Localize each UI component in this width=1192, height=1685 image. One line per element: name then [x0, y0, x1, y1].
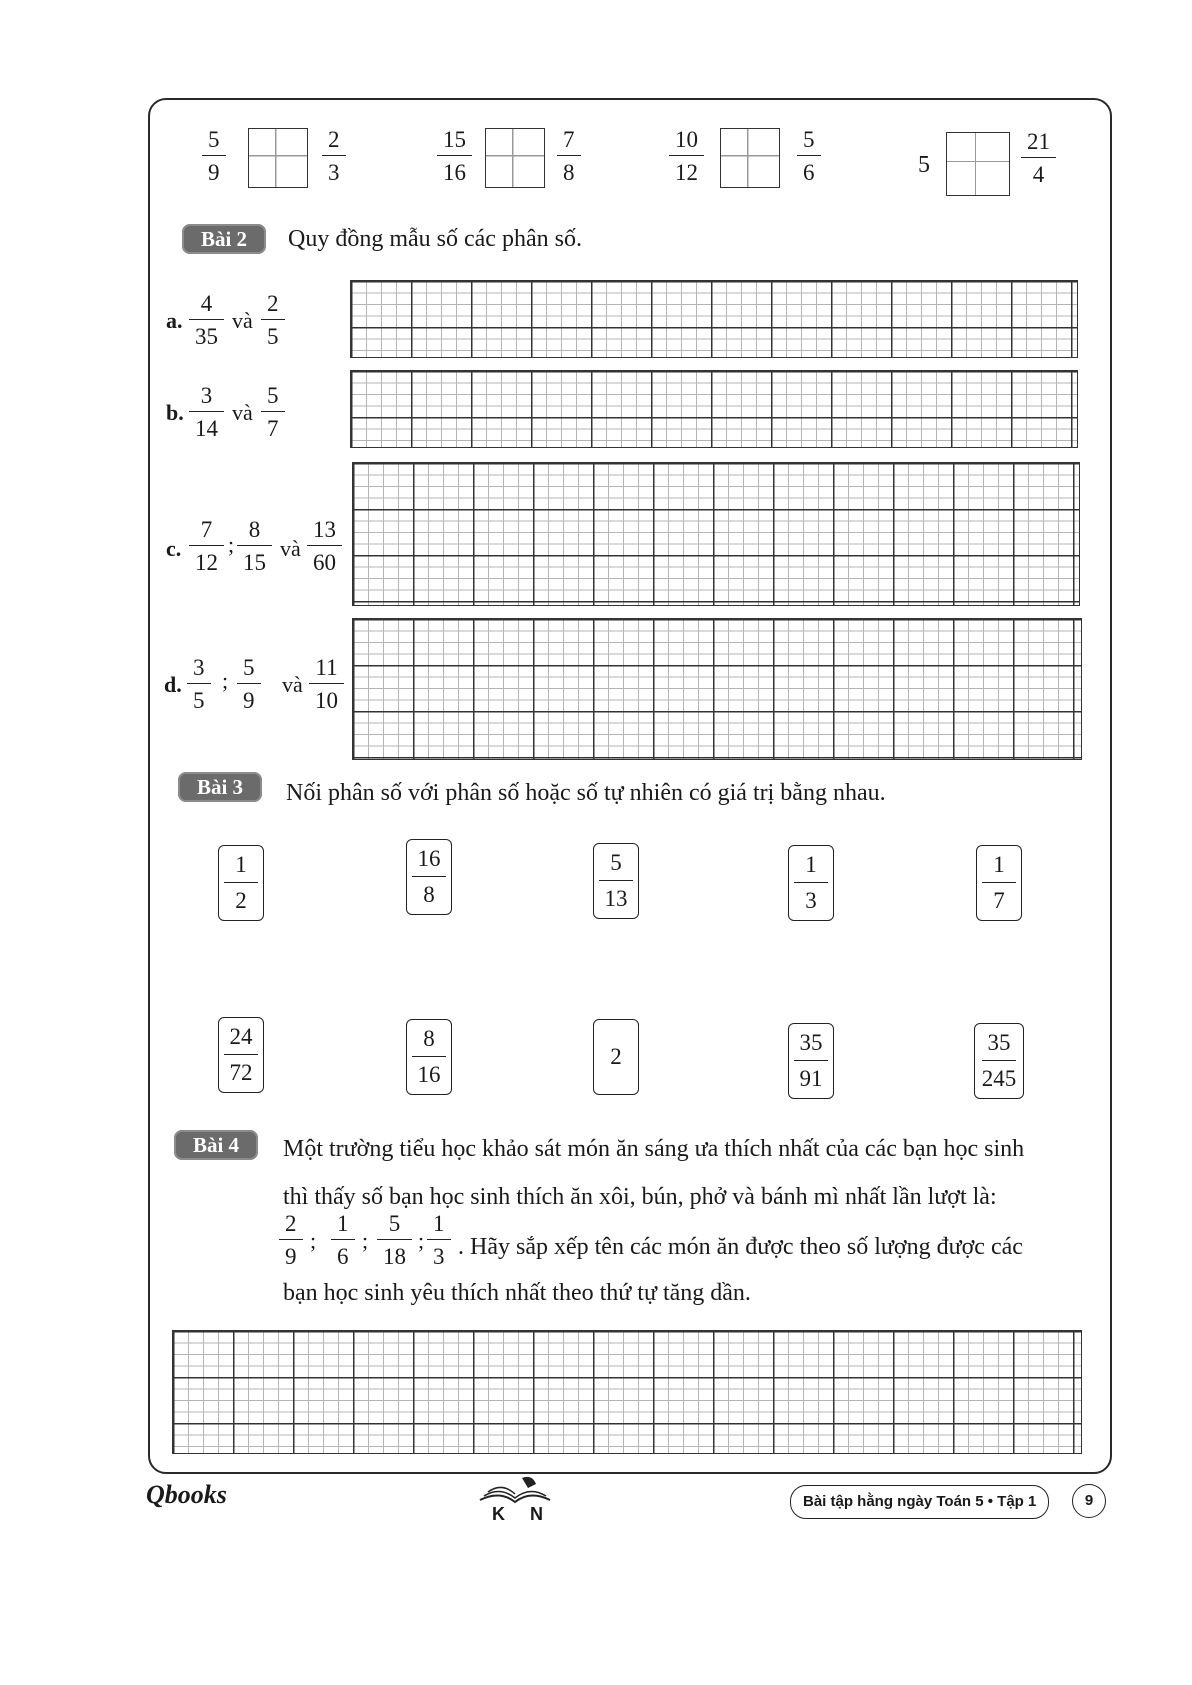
compare-4-left-whole: 5 [918, 152, 930, 178]
compare-4-right: $\frac{21}{4}$ [1024, 130, 1053, 186]
bai2-a-fraction-1: $\frac{4}{35}$ [192, 292, 221, 348]
compare-3-answer-box[interactable] [720, 128, 780, 188]
bai2-d-sep: ; [222, 668, 229, 693]
bai2-d-conj: và [282, 672, 303, 697]
bai3-bottom-card[interactable]: 8 16 [406, 1019, 452, 1095]
bai2-c-conj: và [280, 536, 301, 561]
bai4-line-3: . Hãy sắp xếp tên các món ăn được theo số lượng được các [458, 1234, 1023, 1260]
bai4-fraction: $\frac{5}{18}$ [380, 1212, 409, 1268]
kn-logo [470, 1470, 560, 1526]
bai4-line-1: Một trường tiểu học khảo sát món ăn sáng ưa thích nhất của các bạn học sinh [283, 1136, 1025, 1162]
bai2-d-fraction-1: $\frac{3}{5}$ [190, 656, 208, 712]
bai4-sep: ; [362, 1228, 369, 1253]
kn-logo-text: K N [492, 1504, 553, 1524]
bai3-bottom-card[interactable]: 35 91 [788, 1023, 834, 1099]
compare-1-left: $\frac{5}{9}$ [205, 128, 223, 184]
bai3-instruction: Nối phân số với phân số hoặc số tự nhiên có giá trị bằng nhau. [286, 780, 886, 806]
bai2-badge: Bài 2 [182, 224, 266, 254]
compare-1-right: $\frac{2}{3}$ [325, 128, 343, 184]
qbooks-logo: Qbooks [146, 1480, 227, 1509]
bai3-bottom-card[interactable]: 2 [593, 1019, 639, 1095]
bai4-work-grid[interactable] [172, 1330, 1082, 1454]
page-number: 9 [1072, 1484, 1106, 1518]
bai3-bottom-card[interactable]: 24 72 [218, 1017, 264, 1093]
compare-3-right: $\frac{5}{6}$ [800, 128, 818, 184]
compare-2-left: $\frac{15}{16}$ [440, 128, 469, 184]
bai3-badge: Bài 3 [178, 772, 262, 802]
bai3-top-card[interactable]: 5 13 [593, 843, 639, 919]
bai2-c-fraction-1: $\frac{7}{12}$ [192, 518, 221, 574]
bai2-b-fraction-2: $\frac{5}{7}$ [264, 384, 282, 440]
bai3-top-card[interactable]: 1 2 [218, 845, 264, 921]
book-title: Bài tập hằng ngày Toán 5 • Tập 1 [790, 1485, 1049, 1519]
bai4-sep: ; [418, 1228, 425, 1253]
bai2-a-conj: và [232, 308, 253, 333]
bai3-top-card[interactable]: 16 8 [406, 839, 452, 915]
bai2-c-work-grid[interactable] [352, 462, 1080, 606]
bai4-fraction: $\frac{2}{9}$ [282, 1212, 300, 1268]
compare-2-answer-box[interactable] [485, 128, 545, 188]
bai2-b-fraction-1: $\frac{3}{14}$ [192, 384, 221, 440]
bai2-a-label: a. [166, 308, 183, 333]
bai2-b-label: b. [166, 400, 184, 425]
bai4-line-4: bạn học sinh yêu thích nhất theo thứ tự tăng dần. [283, 1280, 751, 1306]
compare-4-answer-box[interactable] [946, 132, 1010, 196]
bai2-c-fraction-3: $\frac{13}{60}$ [310, 518, 339, 574]
bai2-b-conj: và [232, 400, 253, 425]
bai4-fraction: $\frac{1}{6}$ [334, 1212, 352, 1268]
bai2-a-fraction-2: $\frac{2}{5}$ [264, 292, 282, 348]
bai2-d-work-grid[interactable] [352, 618, 1082, 760]
bai4-line-2: thì thấy số bạn học sinh thích ăn xôi, bún, phở và bánh mì nhất lần lượt là: [283, 1184, 997, 1210]
bai3-top-card[interactable]: 1 3 [788, 845, 834, 921]
bai2-c-fraction-2: $\frac{8}{15}$ [240, 518, 269, 574]
bai2-d-fraction-2: $\frac{5}{9}$ [240, 656, 258, 712]
compare-2-right: $\frac{7}{8}$ [560, 128, 578, 184]
bai2-d-label: d. [164, 672, 182, 697]
bai4-sep: ; [310, 1228, 317, 1253]
bai4-badge: Bài 4 [174, 1130, 258, 1160]
bai3-bottom-card[interactable]: 35 245 [974, 1023, 1024, 1099]
bai2-c-label: c. [166, 536, 182, 561]
bai2-b-work-grid[interactable] [350, 370, 1078, 448]
bai3-top-card[interactable]: 1 7 [976, 845, 1022, 921]
compare-1-answer-box[interactable] [248, 128, 308, 188]
bai2-a-work-grid[interactable] [350, 280, 1078, 358]
bai2-instruction: Quy đồng mẫu số các phân số. [288, 226, 582, 252]
bai4-fraction: $\frac{1}{3}$ [430, 1212, 448, 1268]
compare-3-left: $\frac{10}{12}$ [672, 128, 701, 184]
bai2-c-sep: ; [228, 532, 235, 557]
bai2-d-fraction-3: $\frac{11}{10}$ [312, 656, 341, 712]
